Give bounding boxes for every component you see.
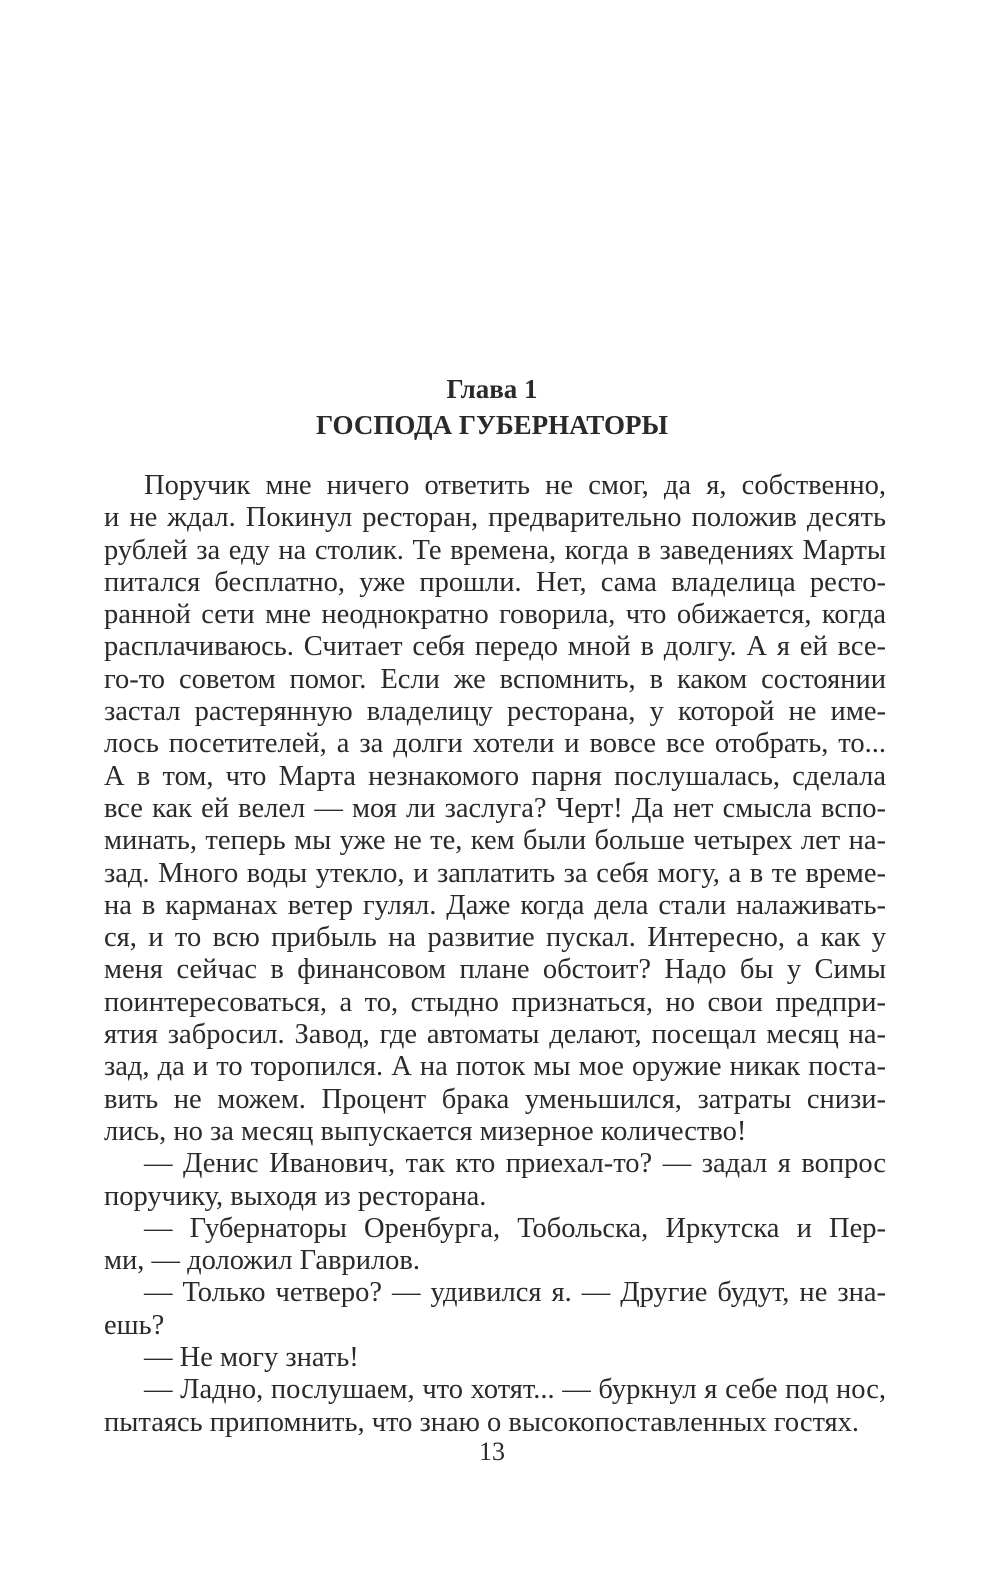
page-number: 13 bbox=[479, 1437, 505, 1466]
text-line: пытаясь припомнить, что знаю о высокопоставленных гостях. bbox=[104, 1406, 860, 1438]
text-line: ранной сети мне неоднократно говорила, что обижается, когда bbox=[104, 599, 886, 631]
text-line: Поручик мне ничего ответить не смог, да я, собственно, bbox=[144, 470, 886, 501]
text-line: — Только четверо? — удивился я. — Другие будут, не зна- bbox=[144, 1277, 886, 1309]
text-line: ми, — доложил Гаврилов. bbox=[104, 1245, 421, 1277]
text-line: рублей за еду на столик. Те времена, когда в заведениях Марты bbox=[104, 534, 886, 566]
chapter-heading bbox=[0, 371, 984, 443]
text-line: все как ей велел — моя ли заслуга? Черт! Да нет смысла вспо- bbox=[104, 792, 886, 824]
body-text bbox=[104, 470, 886, 1439]
text-line: ятия забросил. Завод, где автоматы делают, посещал месяц на- bbox=[104, 1019, 886, 1051]
text-line: застал растерянную владелицу ресторана, у которой не име- bbox=[104, 696, 886, 728]
chapter-number: Глава 1 bbox=[446, 374, 538, 404]
text-line: питался бесплатно, уже прошли. Нет, сама владелица ресто- bbox=[104, 566, 886, 598]
text-line: зад, да и то торопился. А на поток мы мое оружие никак поста- bbox=[104, 1051, 886, 1083]
text-line: меня сейчас в финансовом плане обстоит? Надо бы у Симы bbox=[104, 954, 886, 986]
text-line: го-то советом помог. Если же вспомнить, в каком состоянии bbox=[104, 663, 886, 695]
text-line: лось посетителей, а за долги хотели и вовсе все отобрать, то... bbox=[104, 728, 886, 760]
text-line: А в том, что Марта незнакомого парня послушалась, сделала bbox=[104, 760, 886, 792]
text-line: — Денис Иванович, так кто приехал-то? — задал я вопрос bbox=[144, 1148, 886, 1180]
text-line: на в карманах ветер гулял. Даже когда дела стали налаживать- bbox=[104, 889, 886, 921]
text-line: и не ждал. Покинул ресторан, предварительно положив десять bbox=[104, 502, 886, 534]
text-line: поинтересоваться, а то, стыдно признаться, но свои предпри- bbox=[104, 986, 886, 1018]
text-line: поручику, выходя из ресторана. bbox=[104, 1180, 487, 1212]
text-line: — Не могу знать! bbox=[144, 1342, 359, 1374]
text-line: ешь? bbox=[104, 1309, 165, 1341]
text-line: ся, и то всю прибыль на развитие пускал. Интересно, а как у bbox=[104, 922, 886, 954]
text-line: лись, но за месяц выпускается мизерное количество! bbox=[104, 1115, 747, 1147]
chapter-title: ГОСПОДА ГУБЕРНАТОРЫ bbox=[316, 410, 668, 440]
text-line: — Ладно, послушаем, что хотят... — буркнул я себе под нос, bbox=[144, 1374, 886, 1406]
text-line: — Губернаторы Оренбурга, Тобольска, Иркутска и Пер- bbox=[144, 1212, 886, 1244]
text-line: зад. Много воды утекло, и заплатить за себя могу, а в те време- bbox=[104, 857, 886, 889]
text-line: расплачиваюсь. Считает себя передо мной в долгу. А я ей все- bbox=[104, 631, 886, 663]
text-line: вить не можем. Процент брака уменьшился, затраты снизи- bbox=[104, 1083, 886, 1115]
text-line: минать, теперь мы уже не те, кем были больше четырех лет на- bbox=[104, 825, 886, 857]
